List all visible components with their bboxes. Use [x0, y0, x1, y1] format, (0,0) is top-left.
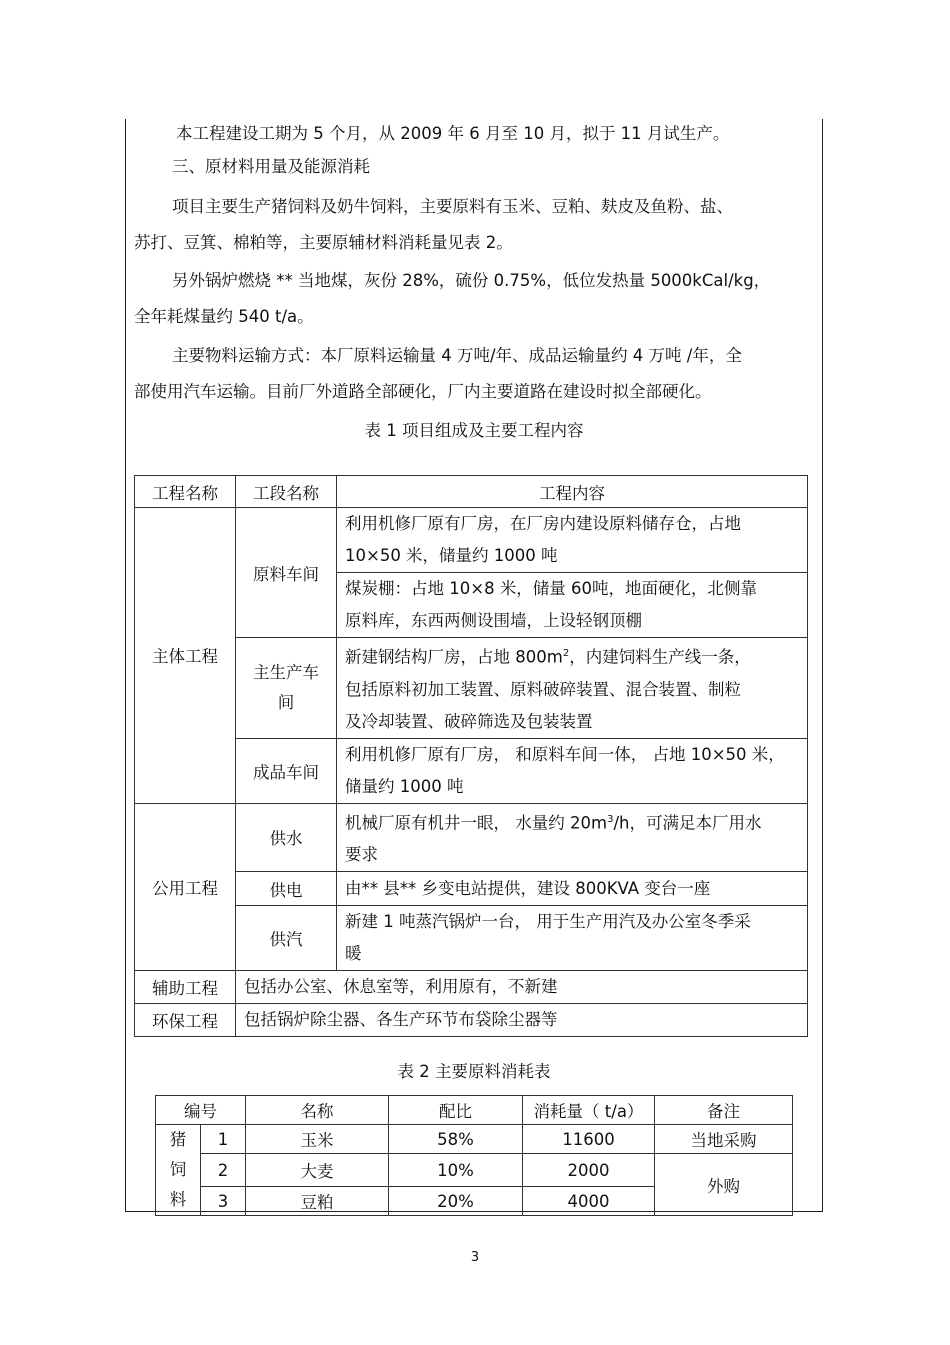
row-number: 3 — [201, 1187, 246, 1216]
header-ratio: 配比 — [389, 1096, 523, 1125]
paragraph-materials-1: 项目主要生产猪饲料及奶牛饲料，主要原料有玉米、豆粕、麸皮及鱼粉、盐、 — [172, 197, 733, 216]
row-quantity: 11600 — [523, 1125, 655, 1154]
raw-material-workshop-cell: 原料车间 — [236, 508, 337, 638]
row-ratio: 10% — [389, 1154, 523, 1187]
row-name: 大麦 — [246, 1154, 389, 1187]
auxiliary-content: 包括办公室、休息室等，利用原有，不新建 — [236, 971, 808, 1004]
finished-content: 利用机修厂原有厂房， 和原料车间一体， 占地 10×50 米， 储量约 1000 吨 — [337, 738, 808, 803]
water-content: 机械厂原有机井一眼， 水量约 $20m^3/h$，可满足本厂用水 要求 — [337, 803, 808, 872]
auxiliary-project-cell: 辅助工程 — [135, 971, 236, 1004]
power-content: 由** 县** 乡变电站提供，建设 800KVA 变台一座 — [337, 872, 808, 906]
header-project-name: 工程名称 — [135, 476, 236, 508]
paragraph-coal-2: 全年耗煤量约 540 t/a。 — [134, 307, 314, 326]
header-consumption: 消耗量（ t/a） — [523, 1096, 655, 1125]
pig-feed-group-cell: 猪 饲 料 — [156, 1125, 201, 1216]
row-quantity: 4000 — [523, 1187, 655, 1216]
table2-caption: 表 2 主要原料消耗表 — [397, 1062, 551, 1081]
row-remarks: 外购 — [655, 1154, 793, 1216]
project-composition-table — [134, 475, 808, 1037]
row-remarks: 当地采购 — [655, 1125, 793, 1154]
page-number: 3 — [470, 1250, 480, 1265]
row-number: 1 — [201, 1125, 246, 1154]
public-project-cell: 公用工程 — [135, 803, 236, 971]
row-quantity: 2000 — [523, 1154, 655, 1187]
production-content: 新建钢结构厂房，占地 $800m^2$，内建饲料生产线一条， 包括原料初加工装置、原料破碎装置、混合装置、制粒 及冷却装置、破碎筛选及包装装置 — [337, 638, 808, 739]
production-workshop-cell: 主生产车 间 — [236, 638, 337, 739]
section-heading: 三、原材料用量及能源消耗 — [172, 157, 370, 176]
row-ratio: 58% — [389, 1125, 523, 1154]
paragraph-coal-1: 另外锅炉燃烧 ** 当地煤，灰份 28%，硫份 0.75%，低位发热量 5000kCal/kg， — [172, 271, 771, 290]
paragraph-materials-2: 苏打、豆箕、棉粕等，主要原辅材料消耗量见表 2。 — [134, 233, 513, 252]
row-name: 豆粕 — [246, 1187, 389, 1216]
header-remarks: 备注 — [655, 1096, 793, 1125]
header-section-name: 工段名称 — [236, 476, 337, 508]
paragraph-transport-1: 主要物料运输方式：本厂原料运输量 4 万吨/年、成品运输量约 4 万吨 /年，全 — [172, 346, 742, 365]
raw-content-2: 煤炭棚：占地 10×8 米，储量 60吨，地面硬化，北侧靠 原料库，东西两侧设围墙，上设轻钢顶棚 — [337, 573, 808, 638]
paragraph-schedule: 本工程建设工期为 5 个月，从 2009 年 6 月至 10 月，拟于 11 月试生产。 — [176, 124, 730, 143]
environmental-project-cell: 环保工程 — [135, 1004, 236, 1037]
header-name: 名称 — [246, 1096, 389, 1125]
row-number: 2 — [201, 1154, 246, 1187]
water-supply-cell: 供水 — [236, 803, 337, 872]
power-supply-cell: 供电 — [236, 872, 337, 906]
steam-supply-cell: 供汽 — [236, 906, 337, 971]
paragraph-transport-2: 部使用汽车运输。目前厂外道路全部硬化，厂内主要道路在建设时拟全部硬化。 — [134, 382, 712, 401]
steam-content: 新建 1 吨蒸汽锅炉一台， 用于生产用汽及办公室冬季采 暖 — [337, 906, 808, 971]
header-content: 工程内容 — [337, 476, 808, 508]
table1-caption: 表 1 项目组成及主要工程内容 — [364, 421, 584, 440]
main-project-cell: 主体工程 — [135, 508, 236, 804]
row-ratio: 20% — [389, 1187, 523, 1216]
header-number: 编号 — [156, 1096, 246, 1125]
finished-workshop-cell: 成品车间 — [236, 738, 337, 803]
environmental-content: 包括锅炉除尘器、各生产环节布袋除尘器等 — [236, 1004, 808, 1037]
raw-content-1: 利用机修厂原有厂房，在厂房内建设原料储存仓，占地 10×50 米，储量约 1000 吨 — [337, 508, 808, 573]
row-name: 玉米 — [246, 1125, 389, 1154]
raw-material-consumption-table — [155, 1095, 793, 1216]
